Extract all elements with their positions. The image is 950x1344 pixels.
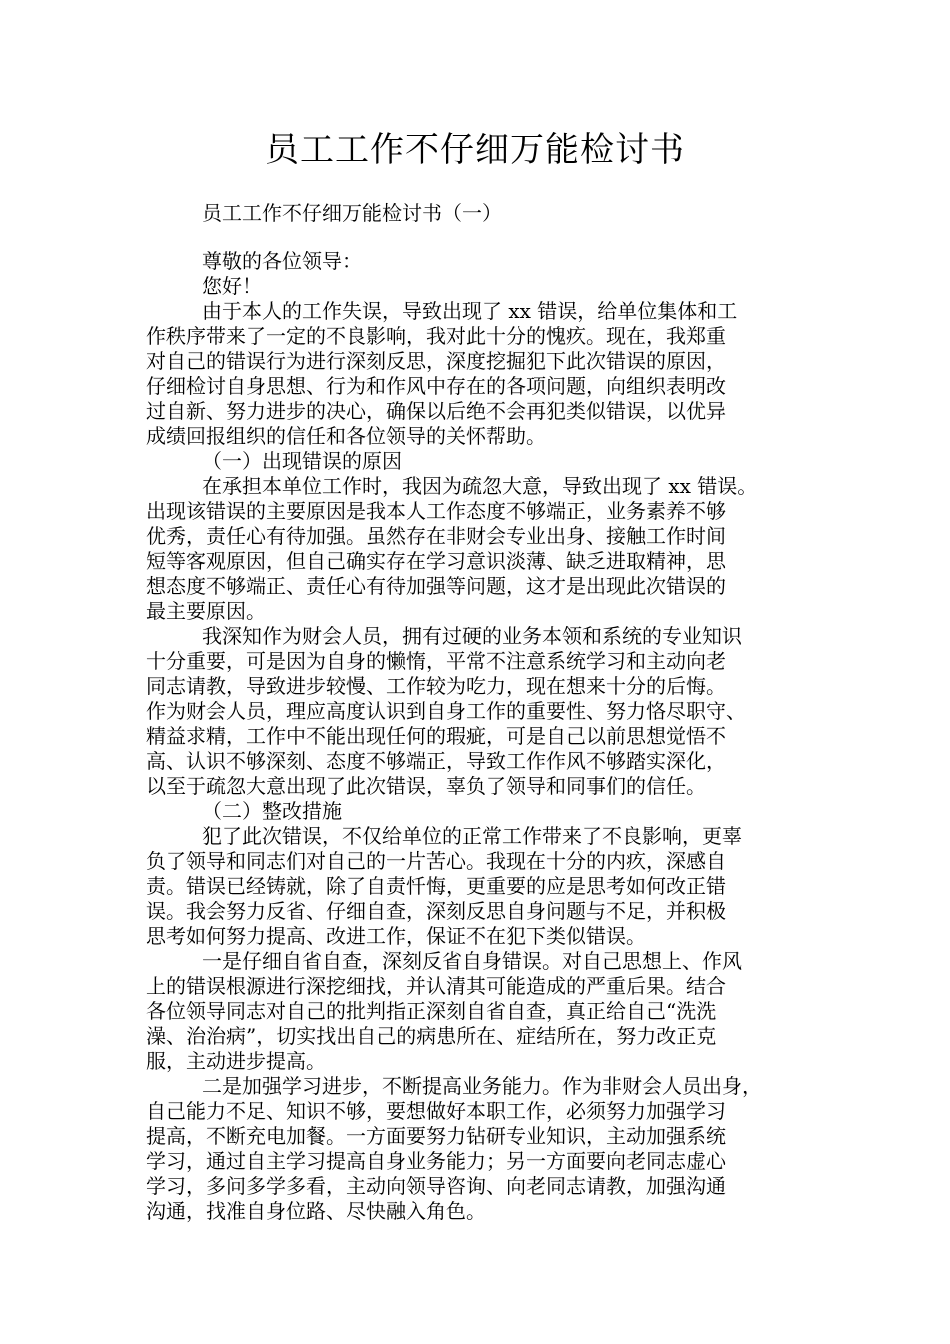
text-line: 上的错误根源进行深挖细找，并认清其可能造成的严重后果。结合	[146, 974, 726, 998]
document-title: 员工工作不仔细万能检讨书	[265, 130, 685, 170]
text-line: 服，主动进步提高。	[146, 1049, 326, 1073]
text-line: 提高，不断充电加餐。一方面要努力钻研专业知识，主动加强系统	[146, 1124, 726, 1148]
text-line: 出现该错误的主要原因是我本人工作态度不够端正，业务素养不够	[146, 499, 726, 523]
text-line: （二）整改措施	[202, 799, 342, 823]
text-line: 各位领导同志对自己的批判指正深刻自省自查，真正给自己“洗洗	[146, 999, 717, 1023]
text-line: 尊敬的各位领导：	[202, 249, 362, 273]
text-line: 我深知作为财会人员，拥有过硬的业务本领和系统的专业知识	[202, 624, 742, 648]
text-line: 学习，多问多学多看，主动向领导咨询、向老同志请教，加强沟通	[146, 1174, 726, 1198]
text-line: 十分重要，可是因为自身的懒惰，平常不注意系统学习和主动向老	[146, 649, 726, 673]
text-line: 学习，通过自主学习提高自身业务能力；另一方面要向老同志虚心	[146, 1149, 726, 1173]
text-line: 同志请教，导致进步较慢、工作较为吃力，现在想来十分的后悔。	[146, 674, 726, 698]
text-line: 作秩序带来了一定的不良影响，我对此十分的愧疚。现在，我郑重	[146, 324, 726, 348]
text-line: 成绩回报组织的信任和各位领导的关怀帮助。	[146, 424, 546, 448]
text-line: 误。我会努力反省、仔细自查，深刻反思自身问题与不足，并积极	[146, 899, 726, 923]
text-line: 二是加强学习进步，不断提高业务能力。作为非财会人员出身，	[202, 1074, 762, 1098]
text-line: 作为财会人员，理应高度认识到自身工作的重要性、努力恪尽职守、	[146, 699, 746, 723]
text-line: 优秀，责任心有待加强。虽然存在非财会专业出身、接触工作时间	[146, 524, 726, 548]
text-line: 在承担本单位工作时，我因为疏忽大意，导致出现了 xx 错误。	[202, 474, 758, 498]
text-line: 沟通，找准自身位路、尽快融入角色。	[146, 1199, 486, 1223]
text-line: 由于本人的工作失误，导致出现了 xx 错误，给单位集体和工	[202, 299, 738, 323]
text-line: 负了领导和同志们对自己的一片苦心。我现在十分的内疚，深感自	[146, 849, 726, 873]
document-subtitle: 员工工作不仔细万能检讨书（一）	[202, 201, 502, 225]
text-line: 最主要原因。	[146, 599, 266, 623]
text-line: 高、认识不够深刻、态度不够端正，导致工作作风不够踏实深化，	[146, 749, 726, 773]
text-line: 责。错误已经铸就，除了自责忏悔，更重要的应是思考如何改正错	[146, 874, 726, 898]
text-line: 想态度不够端正、责任心有待加强等问题，这才是出现此次错误的	[146, 574, 726, 598]
text-line: （一）出现错误的原因	[202, 449, 402, 473]
document-body	[146, 249, 826, 1224]
text-line: 一是仔细自省自查，深刻反省自身错误。对自己思想上、作风	[202, 949, 742, 973]
text-line: 自己能力不足、知识不够，要想做好本职工作，必须努力加强学习	[146, 1099, 726, 1123]
text-line: 思考如何努力提高、改进工作，保证不在犯下类似错误。	[146, 924, 646, 948]
text-line: 犯了此次错误，不仅给单位的正常工作带来了不良影响，更辜	[202, 824, 742, 848]
text-line: 仔细检讨自身思想、行为和作风中存在的各项问题，向组织表明改	[146, 374, 726, 398]
text-line: 您好！	[202, 274, 262, 298]
text-line: 过自新、努力进步的决心，确保以后绝不会再犯类似错误，以优异	[146, 399, 726, 423]
text-line: 短等客观原因，但自己确实存在学习意识淡薄、缺乏进取精神，思	[146, 549, 726, 573]
text-line: 精益求精，工作中不能出现任何的瑕疵，可是自己以前思想觉悟不	[146, 724, 726, 748]
text-line: 澡、治治病”，切实找出自己的病患所在、症结所在，努力改正克	[146, 1024, 717, 1048]
text-line: 对自己的错误行为进行深刻反思，深度挖掘犯下此次错误的原因，	[146, 349, 726, 373]
text-line: 以至于疏忽大意出现了此次错误，辜负了领导和同事们的信任。	[146, 774, 706, 798]
